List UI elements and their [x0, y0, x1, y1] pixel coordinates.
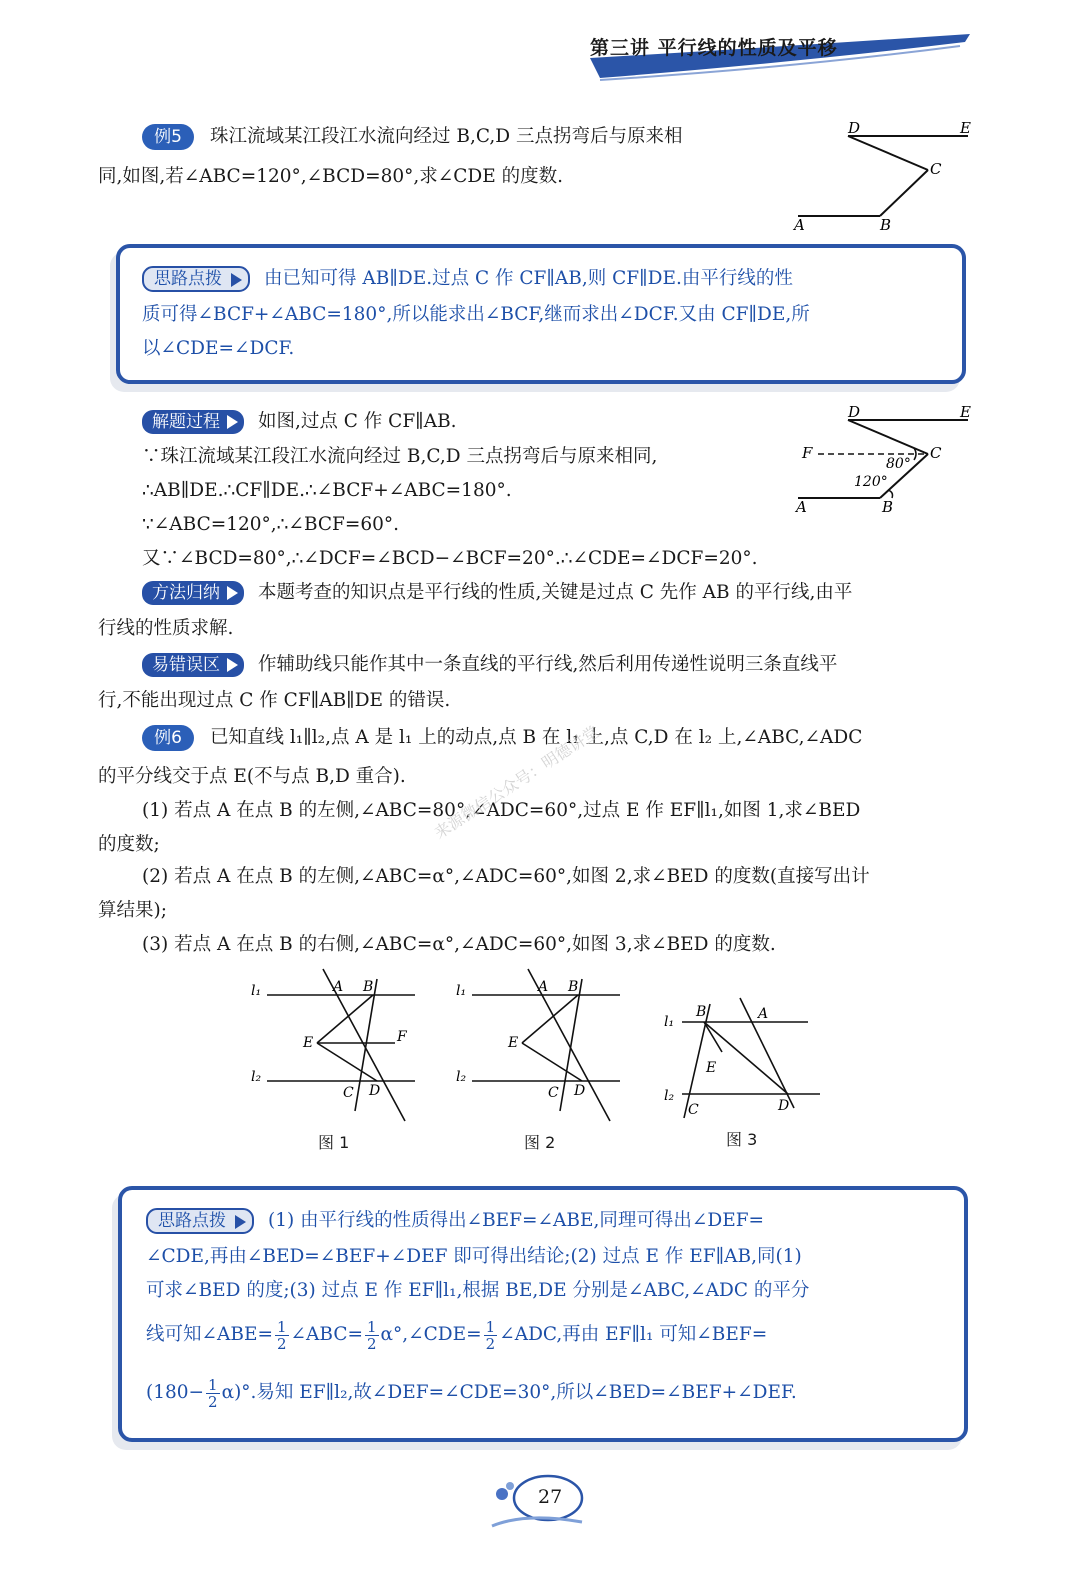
fig5-label-C: C — [930, 160, 942, 178]
example6-line2: 的平分线交于点 E(不与点 B,D 重合). — [98, 766, 406, 787]
hint5-line1: 思路点拨 由已知可得 AB∥DE.过点 C 作 CF∥AB,则 CF∥DE.由平行线的性 — [142, 262, 793, 296]
figure2 — [450, 965, 630, 1125]
fig2-label-E: E — [508, 1035, 519, 1051]
fig1-label-l2: l₂ — [251, 1069, 262, 1085]
solution5-figure — [790, 402, 980, 522]
sol5-label-E: E — [960, 403, 971, 421]
header-title: 第三讲 平行线的性质及平移 — [590, 37, 838, 59]
fraction-half-3: $\frac{1}{2}$ — [485, 1317, 496, 1353]
hint5-line2: 质可得∠BCF+∠ABC=180°,所以能求出∠BCF,继而求出∠DCF.又由 CF∥DE,所 — [142, 304, 810, 325]
fig1-label-B: B — [363, 979, 374, 995]
fig3-label-E: E — [706, 1060, 717, 1076]
fig2-label-C: C — [548, 1085, 559, 1101]
figure3 — [660, 990, 830, 1125]
hint6-line5: (180− $\frac{1}{2}$ α)°.易知 EF∥l₂,故∠DEF=∠CDE=30°,所以∠BED=∠BEF+∠DEF. — [146, 1375, 797, 1411]
fraction-half-4: $\frac{1}{2}$ — [208, 1375, 218, 1411]
sol5-label-F: F — [802, 444, 813, 462]
fig3-label-D: D — [778, 1098, 790, 1114]
figure1-caption: 图 1 — [318, 1133, 350, 1152]
hint6-line2: ∠CDE,再由∠BED=∠BEF+∠DEF 即可得出结论;(2) 过点 E 作 EF∥AB,同(1) — [146, 1246, 802, 1267]
mistake-line2: 行,不能出现过点 C 作 CF∥AB∥DE 的错误. — [98, 690, 451, 711]
example5-line2: 同,如图,若∠ABC=120°,∠BCD=80°,求∠CDE 的度数. — [98, 166, 564, 187]
fig5-label-D: D — [848, 119, 861, 137]
fig2-label-B: B — [568, 979, 579, 995]
fig1-label-C: C — [343, 1085, 354, 1101]
sol5-label-D: D — [848, 403, 861, 421]
hint6-tag: 思路点拨 — [146, 1208, 254, 1234]
fig1-label-E: E — [303, 1035, 314, 1051]
page-number: 27 — [538, 1486, 563, 1508]
solution5-line4: ∵∠ABC=120°,∴∠BCF=60°. — [142, 514, 400, 535]
example6-q1b: 的度数; — [98, 834, 160, 855]
sol5-label-B: B — [882, 498, 894, 516]
fig1-label-l1: l₁ — [251, 983, 262, 999]
figure2-caption: 图 2 — [524, 1133, 556, 1152]
fig2-label-A: A — [538, 979, 549, 995]
fig1-label-D: D — [369, 1083, 381, 1099]
fig2-label-D: D — [574, 1083, 586, 1099]
mistake-tag: 易错误区 — [142, 653, 244, 677]
fraction-half-1: $\frac{1}{2}$ — [276, 1317, 287, 1353]
fraction-half-2: $\frac{1}{2}$ — [366, 1317, 377, 1353]
fig3-label-l2: l₂ — [664, 1088, 675, 1104]
method-line2: 行线的性质求解. — [98, 618, 234, 639]
sol5-label-A: A — [796, 498, 807, 516]
example5-badge: 例5 — [142, 124, 194, 150]
fig2-label-l2: l₂ — [456, 1069, 467, 1085]
solution5-line5: 又∵∠BCD=80°,∴∠DCF=∠BCD−∠BCF=20°.∴∠CDE=∠DCF=20°. — [142, 548, 758, 569]
fig3-label-C: C — [688, 1102, 699, 1118]
sol5-label-120: 120° — [854, 474, 888, 490]
example6-q2a: (2) 若点 A 在点 B 的左侧,∠ABC=α°,∠ADC=60°,如图 2,求∠BED 的度数(直接写出计 — [142, 866, 870, 887]
example6-q2b: 算结果); — [98, 900, 167, 921]
fig1-label-A: A — [333, 979, 344, 995]
sol5-label-C: C — [930, 444, 942, 462]
hint5-line3: 以∠CDE=∠DCF. — [142, 338, 295, 359]
hint6-line1: 思路点拨 (1) 由平行线的性质得出∠BEF=∠ABE,同理可得出∠DEF= — [146, 1204, 764, 1238]
watermark: 来源微信公众号：明德讲堂 — [430, 722, 603, 843]
sol5-label-80: 80° — [886, 456, 911, 472]
example6-badge: 例6 — [142, 725, 194, 751]
fig2-label-l1: l₁ — [456, 983, 467, 999]
hint6-line3: 可求∠BED 的度;(3) 过点 E 作 EF∥l₁,根据 BE,DE 分别是∠ABC,∠ADC 的平分 — [146, 1280, 810, 1301]
method-line1: 方法归纳 本题考查的知识点是平行线的性质,关键是过点 C 先作 AB 的平行线,由平 — [142, 576, 852, 610]
solution5-tag: 解题过程 — [142, 410, 244, 434]
fig5-label-B: B — [880, 216, 892, 234]
fig5-label-A: A — [794, 216, 805, 234]
example6-q3: (3) 若点 A 在点 B 的右侧,∠ABC=α°,∠ADC=60°,如图 3,求∠BED 的度数. — [142, 934, 776, 955]
fig3-label-l1: l₁ — [664, 1014, 675, 1030]
example5-figure — [790, 118, 980, 238]
hint6-line4: 线可知∠ABE= $\frac{1}{2}$ ∠ABC= $\frac{1}{2}$ α°,∠CDE= $\frac{1}{2}$ ∠ADC,再由 EF∥l₁ 可知∠BEF= — [146, 1317, 768, 1353]
method-tag: 方法归纳 — [142, 581, 244, 605]
example5-line1: 例5 珠江流域某江段江水流向经过 B,C,D 三点拐弯后与原来相 — [142, 120, 682, 154]
fig1-label-F: F — [397, 1029, 407, 1045]
figure3-caption: 图 3 — [726, 1130, 758, 1149]
solution5-line2: ∵珠江流域某江段江水流向经过 B,C,D 三点拐弯后与原来相同, — [142, 446, 658, 467]
solution5-line3: ∴AB∥DE.∴CF∥DE.∴∠BCF+∠ABC=180°. — [142, 480, 512, 501]
figure1 — [245, 965, 425, 1125]
mistake-line1: 易错误区 作辅助线只能作其中一条直线的平行线,然后利用传递性说明三条直线平 — [142, 648, 837, 682]
fig5-label-E: E — [960, 119, 971, 137]
solution5-line1: 解题过程 如图,过点 C 作 CF∥AB. — [142, 405, 457, 439]
example6-line1: 例6 已知直线 l₁∥l₂,点 A 是 l₁ 上的动点,点 B 在 l₁ 上,点 C,D 在 l₂ 上,∠ABC,∠ADC — [142, 721, 862, 755]
fig3-label-A: A — [758, 1006, 769, 1022]
hint5-tag: 思路点拨 — [142, 266, 250, 292]
fig3-label-B: B — [696, 1004, 707, 1020]
example6-q1a: (1) 若点 A 在点 B 的左侧,∠ABC=80°,∠ADC=60°,过点 E 作 EF∥l₁,如图 1,求∠BED — [142, 800, 861, 821]
